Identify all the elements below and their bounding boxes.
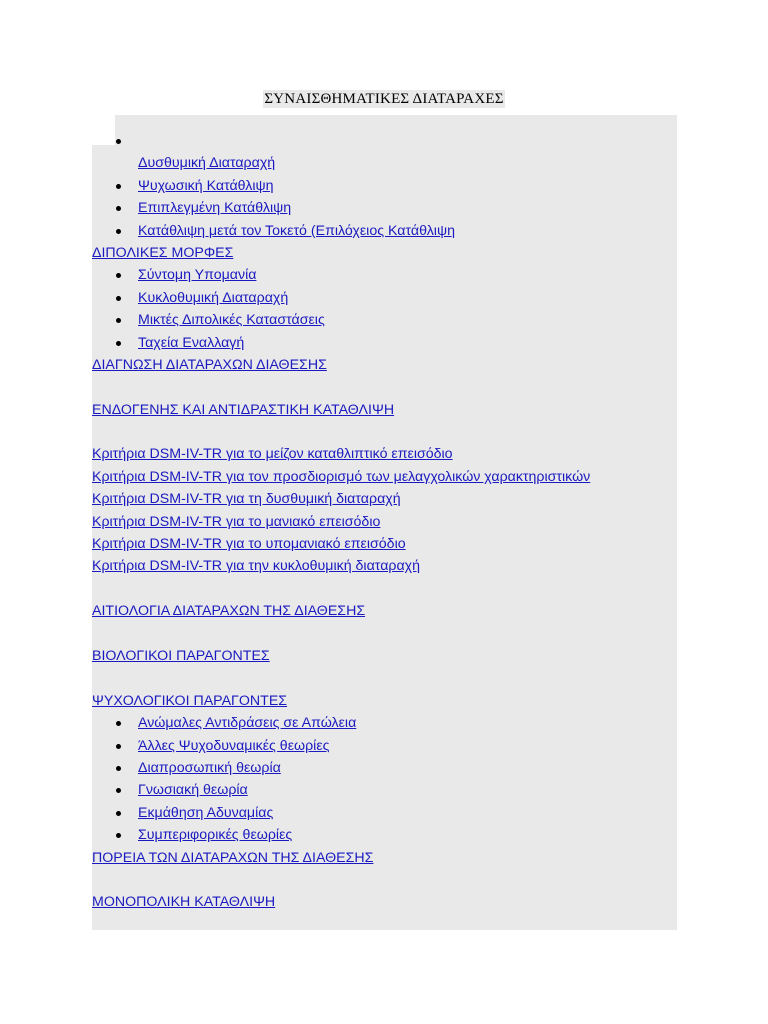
- link-criteria-melancholic[interactable]: Κριτήρια DSM-IV-TR για τον προσδιορισμό των μελαγχολικών χαρακτηριστικών: [92, 468, 591, 485]
- link-criteria-major[interactable]: Κριτήρια DSM-IV-TR για το μείζον καταθλιπτικό επεισόδιο: [92, 446, 453, 463]
- link-endogenous[interactable]: ΕΝΔΟΓΕΝΗΣ ΚΑΙ ΑΝΤΙΔΡΑΣΤΙΚΗ ΚΑΤΑΘΛΙΨΗ: [92, 401, 395, 418]
- heading-row: [92, 600, 692, 622]
- list-item: [92, 779, 692, 801]
- link-abnormal-grief[interactable]: Ανώμαλες Αντιδράσεις σε Απώλεια: [138, 715, 357, 732]
- heading-row: [92, 690, 692, 712]
- link-diagnosis[interactable]: ΔΙΑΓΝΩΣΗ ΔΙΑΤΑΡΑΧΩΝ ΔΙΑΘΕΣΗΣ: [92, 356, 327, 373]
- list-item: [92, 332, 692, 354]
- link-etiology[interactable]: ΑΙΤΙΟΛΟΓΙΑ ΔΙΑΤΑΡΑΧΩΝ ΤΗΣ ΔΙΑΘΕΣΗΣ: [92, 603, 366, 620]
- link-psychological[interactable]: ΨΥΧΟΛΟΓΙΚΟΙ ΠΑΡΑΓΟΝΤΕΣ: [92, 692, 288, 709]
- link-complicated[interactable]: Επιπλεγμένη Κατάθλιψη: [138, 200, 292, 217]
- bullet-icon: [116, 139, 121, 144]
- bullet-icon: [116, 766, 121, 771]
- list-item: [92, 220, 692, 242]
- link-cyclothymic[interactable]: Κυκλοθυμική Διαταραχή: [138, 289, 289, 306]
- spacer: [92, 667, 692, 689]
- heading-row: [92, 354, 692, 376]
- list-item: [92, 735, 692, 757]
- spacer: [92, 869, 692, 891]
- link-cognitive[interactable]: Γνωσιακή θεωρία: [138, 782, 248, 799]
- link-criteria-cyclothymic[interactable]: Κριτήρια DSM-IV-TR για την κυκλοθυμική διαταραχή: [92, 558, 421, 575]
- bullet-icon: [116, 206, 121, 211]
- link-course[interactable]: ΠΟΡΕΙΑ ΤΩΝ ΔΙΑΤΑΡΑΧΩΝ ΤΗΣ ΔΙΑΘΕΣΗΣ: [92, 849, 374, 866]
- document-title: ΣΥΝΑΙΣΘΗΜΑΤΙΚΕΣ ΔΙΑΤΑΡΑΧΕΣ: [264, 91, 504, 107]
- link-behavioral[interactable]: Συμπεριφορικές θεωρίες: [138, 827, 293, 844]
- criteria-row: [92, 533, 692, 555]
- heading-row: [92, 847, 692, 869]
- link-learned-helplessness[interactable]: Εκμάθηση Αδυναμίας: [138, 804, 274, 821]
- link-criteria-manic[interactable]: Κριτήρια DSM-IV-TR για το μανιακό επεισόδιο: [92, 513, 381, 530]
- list-item: [92, 712, 692, 734]
- heading-row: [92, 242, 692, 264]
- heading-row: [92, 399, 692, 421]
- list-item: [92, 287, 692, 309]
- criteria-row: [92, 466, 692, 488]
- list-item: [92, 264, 692, 286]
- content-list: [92, 130, 692, 914]
- link-unipolar[interactable]: ΜΟΝΟΠΟΛΙΚΗ ΚΑΤΑΘΛΙΨΗ: [92, 894, 276, 911]
- link-mixed-states[interactable]: Μικτές Διπολικές Καταστάσεις: [138, 312, 325, 329]
- list-item: [92, 802, 692, 824]
- bullet-icon: [116, 296, 121, 301]
- link-criteria-hypomanic[interactable]: Κριτήρια DSM-IV-TR για το υπομανιακό επεισόδιο: [92, 536, 406, 553]
- bullet-icon: [116, 341, 121, 346]
- criteria-row: [92, 488, 692, 510]
- bullet-icon: [116, 229, 121, 234]
- link-bipolar-forms[interactable]: ΔΙΠΟΛΙΚΕΣ ΜΟΡΦΕΣ: [92, 244, 234, 261]
- heading-row: [92, 891, 692, 913]
- list-item: [92, 197, 692, 219]
- link-dysthymic[interactable]: Δυσθυμική Διαταραχή: [138, 155, 276, 172]
- bullet-icon: [116, 744, 121, 749]
- link-psychotic[interactable]: Ψυχωσική Κατάθλιψη: [138, 177, 274, 194]
- link-rapid-cycling[interactable]: Ταχεία Εναλλαγή: [138, 334, 245, 351]
- list-item: [92, 309, 692, 331]
- list-item: [92, 757, 692, 779]
- list-item-empty: [92, 130, 692, 152]
- criteria-row: [92, 511, 692, 533]
- bullet-icon: [116, 811, 121, 816]
- bullet-icon: [116, 833, 121, 838]
- spacer: [92, 421, 692, 443]
- spacer: [92, 376, 692, 398]
- link-criteria-dysthymic[interactable]: Κριτήρια DSM-IV-TR για τη δυσθυμική διαταραχή: [92, 491, 401, 508]
- list-item: [92, 175, 692, 197]
- bullet-icon: [116, 184, 121, 189]
- heading-row: [92, 645, 692, 667]
- criteria-row: [92, 443, 692, 465]
- link-postpartum[interactable]: Κατάθλιψη μετά τον Τοκετό (Επιλόχειος Κατάθλιψη: [138, 222, 455, 239]
- bullet-icon: [116, 318, 121, 323]
- link-psychodynamic[interactable]: Άλλες Ψυχοδυναμικές θεωρίες: [138, 737, 330, 754]
- bullet-icon: [116, 788, 121, 793]
- spacer: [92, 578, 692, 600]
- link-brief-hypomania[interactable]: Σύντομη Υπομανία: [138, 267, 257, 284]
- spacer: [92, 623, 692, 645]
- link-biological[interactable]: ΒΙΟΛΟΓΙΚΟΙ ΠΑΡΑΓΟΝΤΕΣ: [92, 647, 270, 664]
- bullet-icon: [116, 721, 121, 726]
- link-interpersonal[interactable]: Διαπροσωπική θεωρία: [138, 759, 281, 776]
- criteria-row: [92, 555, 692, 577]
- list-item: [92, 824, 692, 846]
- document-title-wrap: [0, 90, 768, 108]
- list-item: [92, 152, 692, 174]
- bullet-icon: [116, 273, 121, 278]
